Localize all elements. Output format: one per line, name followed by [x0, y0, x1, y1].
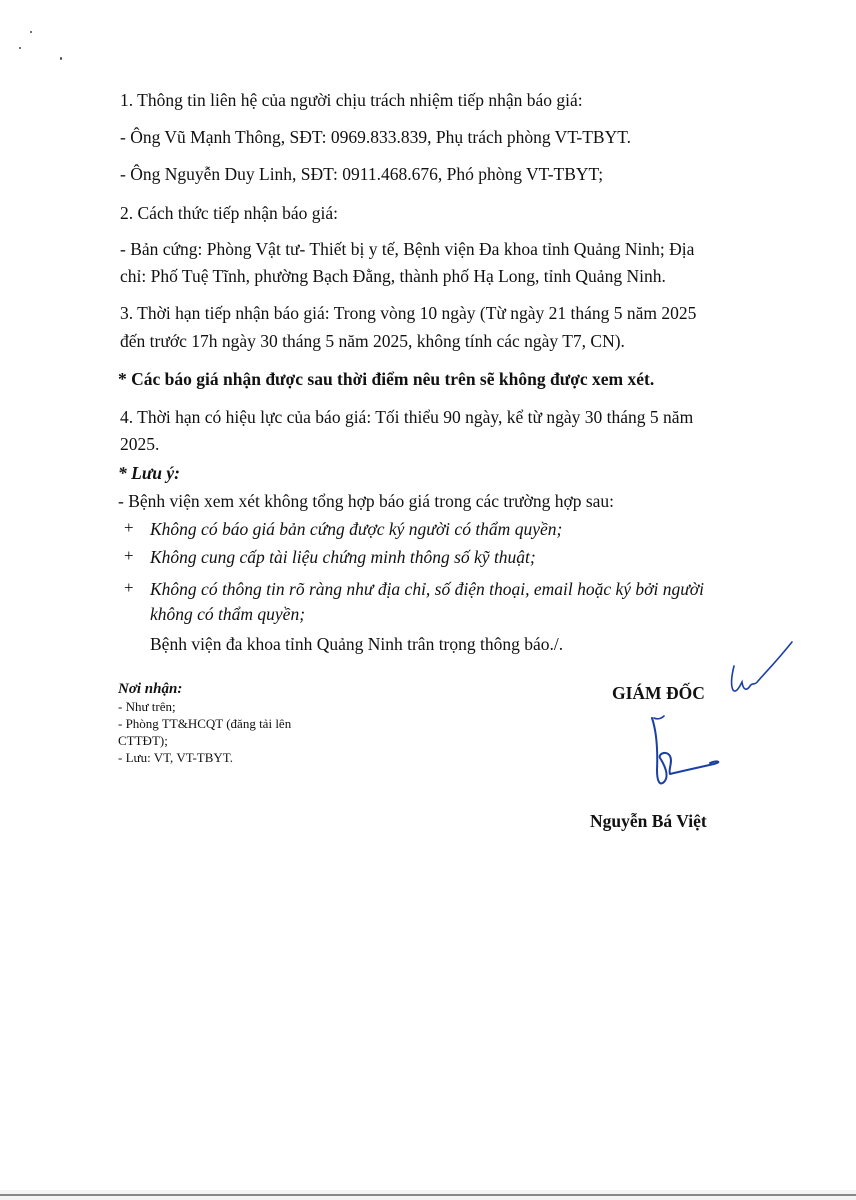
bullet-symbol: +: [124, 578, 134, 597]
scan-bottom-edge: [0, 1190, 856, 1200]
condition-3-line-2: không có thẩm quyền;: [150, 604, 306, 624]
condition-3-line-1: Không có thông tin rõ ràng như địa chỉ, số điện thoại, email hoặc ký bởi người: [150, 579, 704, 599]
initials-signature: [718, 634, 814, 702]
recipient-line: - Phòng TT&HCQT (đăng tải lên: [118, 716, 292, 731]
scan-speck: [30, 31, 32, 33]
deadline-warning: * Các báo giá nhận được sau thời điểm nêu trên sẽ không được xem xét.: [118, 369, 655, 389]
note-intro: - Bệnh viện xem xét không tổng hợp báo giá trong các trường hợp sau:: [118, 491, 615, 511]
signer-name: Nguyễn Bá Việt: [590, 811, 707, 831]
scan-speck: [60, 57, 62, 60]
bullet-symbol: +: [124, 518, 134, 537]
condition-1: Không có báo giá bản cứng được ký người có thẩm quyền;: [150, 519, 563, 539]
section-2-line-2: chỉ: Phố Tuệ Tĩnh, phường Bạch Đằng, thành phố Hạ Long, tỉnh Quảng Ninh.: [120, 266, 666, 286]
recipients-title: Nơi nhận:: [118, 681, 183, 697]
section-1-heading: 1. Thông tin liên hệ của người chịu trách nhiệm tiếp nhận báo giá:: [120, 90, 583, 110]
scan-speck: [19, 47, 21, 49]
section-2-heading: 2. Cách thức tiếp nhận báo giá:: [120, 203, 338, 223]
section-2-line-1: - Bản cứng: Phòng Vật tư- Thiết bị y tế, Bệnh viện Đa khoa tỉnh Quảng Ninh; Địa: [120, 239, 695, 259]
contact-1: - Ông Vũ Mạnh Thông, SĐT: 0969.833.839, Phụ trách phòng VT-TBYT.: [120, 127, 631, 147]
contact-2: - Ông Nguyễn Duy Linh, SĐT: 0911.468.676, Phó phòng VT-TBYT;: [120, 164, 604, 184]
condition-2: Không cung cấp tài liệu chứng minh thông số kỹ thuật;: [150, 547, 536, 567]
note-title: * Lưu ý:: [118, 463, 181, 483]
recipient-line: CTTĐT);: [118, 733, 168, 748]
scan-edge-line: [0, 1194, 856, 1196]
signer-role: GIÁM ĐỐC: [612, 683, 705, 703]
recipient-line: - Như trên;: [118, 699, 176, 714]
director-signature: [640, 708, 760, 794]
section-4-line-2: 2025.: [120, 434, 160, 454]
section-3-line-1: 3. Thời hạn tiếp nhận báo giá: Trong vòng 10 ngày (Từ ngày 21 tháng 5 năm 2025: [120, 303, 697, 323]
closing-statement: Bệnh viện đa khoa tỉnh Quảng Ninh trân trọng thông báo./.: [150, 634, 564, 654]
recipient-line: - Lưu: VT, VT-TBYT.: [118, 750, 234, 765]
section-4-line-1: 4. Thời hạn có hiệu lực của báo giá: Tối thiểu 90 ngày, kể từ ngày 30 tháng 5 năm: [120, 407, 694, 427]
section-3-line-2: đến trước 17h ngày 30 tháng 5 năm 2025, không tính các ngày T7, CN).: [120, 331, 625, 351]
bullet-symbol: +: [124, 546, 134, 565]
